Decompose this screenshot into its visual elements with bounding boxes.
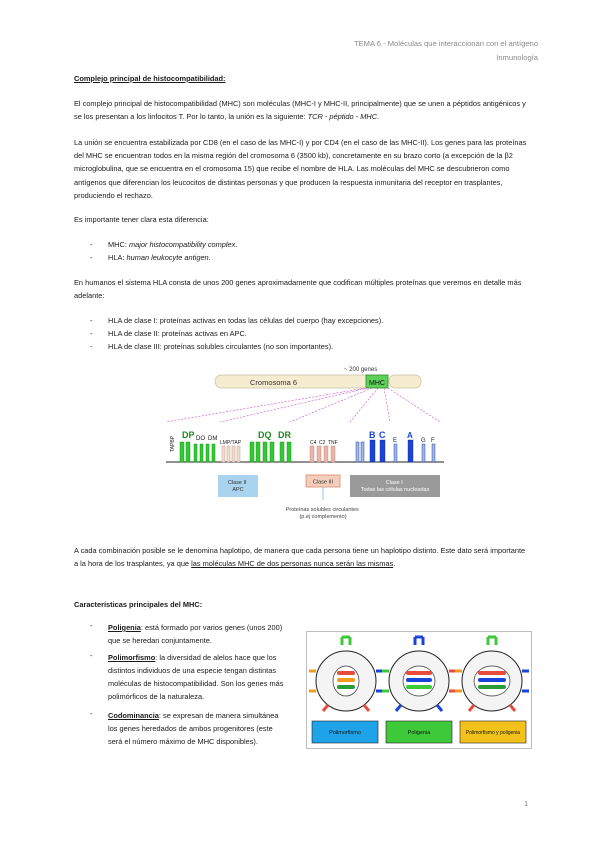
gene-label-lmp-tap: LMP/TAP xyxy=(220,440,242,446)
chromosome-label: Cromosoma 6 xyxy=(250,378,298,387)
hla-class-3-item: HLA de clase III: proteínas solubles circulantes (no son importantes). xyxy=(108,342,334,351)
paragraph-mhc-definition: El complejo principal de histocompatibilidad (MHC) son moléculas (MHC-I y MHC-II, principalmente) que se unen a péptidos antigénicos y se los presentan a los linfocitos T. Por lo tanto, la unión es la siguiente: TCR - péptido - MHC. xyxy=(74,99,526,122)
label-poligenia: Poligenia xyxy=(407,730,431,736)
gene-label-a: A xyxy=(407,431,413,440)
paragraph-italic: TCR - péptido - MHC xyxy=(307,112,378,122)
header-topic: TEMA 6 - Moléculas que interaccionan con el antígeno xyxy=(353,39,538,48)
mhc-label: MHC xyxy=(369,380,385,387)
section-title: Complejo principal de histocompatibilidad: xyxy=(74,74,226,83)
chromosome-6-end xyxy=(389,375,421,388)
bullet-dash: - xyxy=(90,240,93,249)
class-3-label: Clase III xyxy=(312,479,334,486)
mhc-gene-map-figure xyxy=(160,360,450,530)
tapbp-label: TAPBP xyxy=(170,435,176,452)
lmp-tap-genes xyxy=(222,446,240,462)
label-polimorfismo-poligenia: Polimorfismo y poligenia xyxy=(465,730,521,736)
hla-class-2-item: HLA de clase II: proteínas activas en APC. xyxy=(108,329,247,338)
page-number: 1 xyxy=(524,801,528,808)
gene-label-c2: C2 xyxy=(319,440,326,446)
zoom-lines xyxy=(166,388,440,422)
bullet-dash: - xyxy=(90,253,93,262)
gene-label-dq: DQ xyxy=(258,430,272,440)
gene-label-dp: DP xyxy=(182,430,195,440)
gene-label-dm: DM xyxy=(208,436,218,442)
diff-item-hla: HLA: human leukocyte antigen. xyxy=(108,253,211,262)
class-2-label: Clase II APC xyxy=(227,480,247,493)
gene-label-g: G xyxy=(421,438,426,444)
label-line: APC xyxy=(232,487,244,493)
soluble-proteins-label: Proteínas solubles circulantes (p.ej complemento) xyxy=(285,507,359,520)
gene-label-f: F xyxy=(431,438,435,444)
gene-label-tnf: TNF xyxy=(328,440,338,446)
bullet-dash: - xyxy=(90,329,93,338)
bullet-dash: - xyxy=(90,621,93,630)
characteristics-title: Características principales del MHC: xyxy=(74,600,203,609)
class-3-genes xyxy=(310,446,335,462)
header-subject: Inmunología xyxy=(496,53,538,62)
mhc-cells-figure xyxy=(306,631,532,749)
paragraph-stabilization: La unión se encuentra estabilizada por CD8 (en el caso de las MHC-I) y por CD4 (en el caso de las MHC-II). Los genes para las proteínas del MHC se encuentran todos en la misma región del cromosoma 6 (3500 kb), concretamente en su brazo corto (a excepción de la β2 microglobulina, que se encuentra en el cromosoma 15) que recibe el nombre de HLA. Las moléculas del MHC se descubrieron como antígenos que diferencian los leucocitos de distintas personas y que producen la respuesta inmunitaria del receptor en trasplantes, produciendo el rechazo. xyxy=(74,138,527,200)
gene-label-e: E xyxy=(393,438,398,444)
bullet-dash: - xyxy=(90,709,93,718)
gene-label-c: C xyxy=(379,430,386,440)
label-line: (p.ej complemento) xyxy=(299,514,347,520)
paragraph-hla-system: En humanos el sistema HLA consta de unos 200 genes aproximadamente que codifican múltiples proteínas que veremos en detalle más adelante: xyxy=(74,278,522,301)
diff-item-mhc: MHC: major histocompatibility complex. xyxy=(108,240,238,249)
paragraph-haplotype: A cada combinación posible se le denomina haplotipo, de manera que cada persona tiene un haplotipo distinto. Este dato será importante a la hora de los trasplantes, ya que las moléculas MHC de dos personas nunca serán las mismas. xyxy=(74,546,526,569)
genes-count-label: ~ 200 genes xyxy=(344,367,378,373)
label-polimorfismo: Polimorfismo xyxy=(329,730,361,736)
hla-class-1-item: HLA de clase I: proteínas activas en todas las células del cuerpo (hay excepciones). xyxy=(108,316,384,325)
class-1-label: Clase I Todas las células nucleadas xyxy=(360,480,430,493)
gene-label-dr: DR xyxy=(278,430,291,440)
bullet-dash: - xyxy=(90,342,93,351)
class-2-box xyxy=(218,475,258,497)
gene-label-c4: C4 xyxy=(310,440,317,446)
bullet-dash: - xyxy=(90,651,93,660)
page-header xyxy=(354,37,538,65)
paragraph-text: El complejo principal de histocompatibilidad (MHC) son moléculas (MHC-I y MHC-II, principalmente) que se unen a péptidos antigénicos y se los presentan a los linfocitos T. Por lo tanto, la unión es la siguiente: xyxy=(74,99,526,122)
characteristic-polimorfismo: Polimorfismo: la diversidad de alelos hace que los distintos individuos de una especie tengan distintas moléculas de histocompatibilidad. Son los genes más polimórficos de la naturaleza. xyxy=(108,653,284,701)
gene-label-do: DO xyxy=(196,436,205,442)
class-1-box xyxy=(350,475,440,497)
label-line: Todas las células nucleadas xyxy=(360,487,430,493)
paragraph-difference: Es importante tener clara esta diferencia: xyxy=(74,215,209,224)
gene-labels xyxy=(182,430,435,446)
characteristic-codominancia: Codominancia: se expresan de manera simultánea los genes heredados de ambos progenitores (este será el número máximo de MHC disponibles). xyxy=(108,711,279,746)
bullet-dash: - xyxy=(90,316,93,325)
characteristic-poligenia: Poligenia: está formado por varios genes (unos 200) que se heredan conjuntamente. xyxy=(108,623,283,645)
underlined-statement: las moléculas MHC de dos personas nunca serán las mismas xyxy=(191,559,394,569)
gene-label-b: B xyxy=(369,430,376,440)
